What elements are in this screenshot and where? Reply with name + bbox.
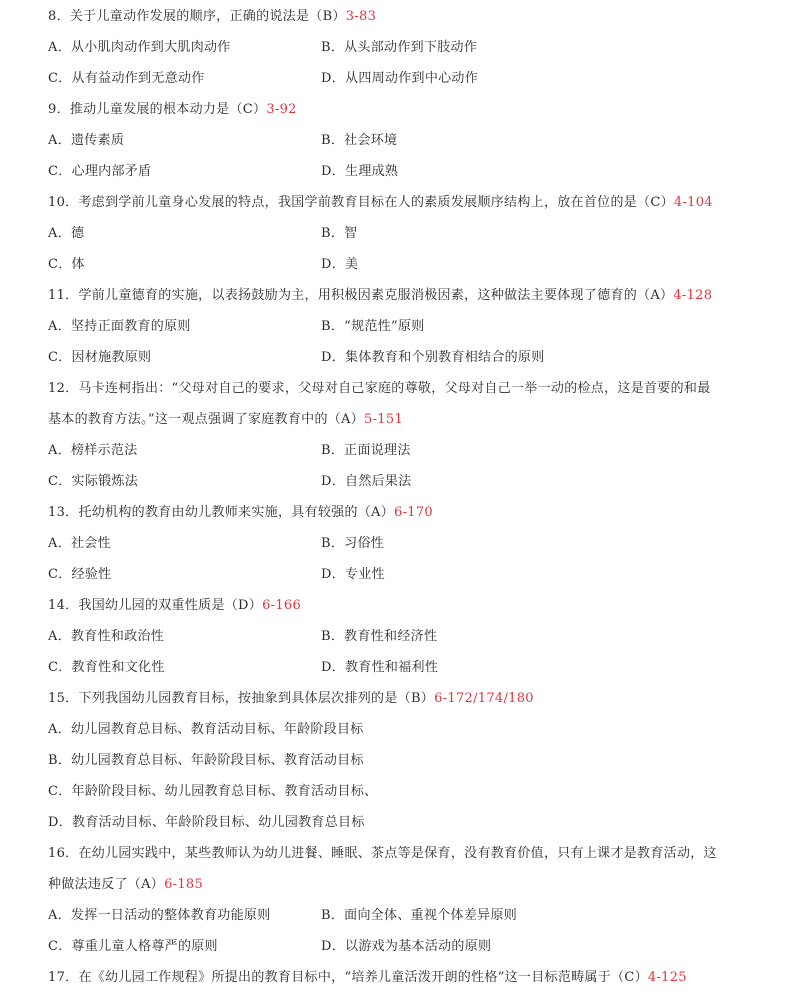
page-reference: 6-185: [164, 877, 204, 892]
page-reference: 4-104: [673, 195, 713, 210]
question-text: 种做法违反了（A）: [48, 877, 165, 892]
question-12-stem-line-2: [48, 411, 403, 429]
question-9-option-a: A．遗传素质: [48, 133, 125, 148]
question-10-option-c: C．体: [48, 257, 85, 272]
question-10-option-a: A．德: [48, 226, 85, 241]
question-13-stem: [48, 504, 433, 522]
question-16-stem-line-2: [48, 876, 203, 894]
question-14-stem: [48, 597, 301, 615]
question-14-option-d: D．教育性和福利性: [321, 660, 439, 675]
question-text: 9．推动儿童发展的根本动力是（C）: [48, 102, 267, 117]
question-12-stem-line-1: 12．马卡连柯指出：“父母对自己的要求，父母对自己家庭的尊敬，父母对自己一举一动的检点，这是首要的和最: [48, 381, 711, 396]
page-reference: 6-172/174/180: [434, 691, 534, 706]
question-10-stem: [48, 194, 713, 212]
page-reference: 6-170: [394, 505, 434, 520]
question-text: 17．在《幼儿园工作规程》所提出的教育目标中，“培养儿童活泼开朗的性格”这一目标范畴属于（C）: [48, 970, 648, 985]
question-12-option-c: C．实际锻炼法: [48, 474, 139, 489]
question-14-option-b: B．教育性和经济性: [321, 629, 438, 644]
question-16-option-d: D．以游戏为基本活动的原则: [321, 939, 492, 954]
question-text: 13．托幼机构的教育由幼儿教师来实施，具有较强的（A）: [48, 505, 395, 520]
question-8-option-a: A．从小肌肉动作到大肌肉动作: [48, 40, 231, 55]
question-9-option-b: B．社会环境: [321, 133, 398, 148]
question-8-option-c: C．从有益动作到无意动作: [48, 71, 205, 86]
question-9-option-d: D．生理成熟: [321, 164, 399, 179]
question-15-option-b: B．幼儿园教育总目标、年龄阶段目标、教育活动目标: [48, 753, 364, 768]
question-9-stem: [48, 101, 297, 119]
question-12-option-b: B．正面说理法: [321, 443, 411, 458]
question-16-stem-line-1: 16．在幼儿园实践中，某些教师认为幼儿进餐、睡眠、茶点等是保育，没有教育价值，只有上课才是教育活动，这: [48, 846, 717, 861]
question-10-option-b: B．智: [321, 226, 358, 241]
page-reference: 3-92: [266, 102, 297, 117]
question-16-option-a: A．发挥一日活动的整体教育功能原则: [48, 908, 271, 923]
question-11-option-c: C．因材施教原则: [48, 350, 152, 365]
question-11-option-b: B．“规范性”原则: [321, 319, 425, 334]
question-9-option-c: C．心理内部矛盾: [48, 164, 152, 179]
question-11-stem: [48, 287, 712, 305]
question-text: 10．考虑到学前儿童身心发展的特点，我国学前教育目标在人的素质发展顺序结构上，放在首位的是（C）: [48, 195, 674, 210]
page-reference: 6-166: [262, 598, 302, 613]
question-15-option-a: A．幼儿园教育总目标、教育活动目标、年龄阶段目标: [48, 722, 364, 737]
page-reference: 4-125: [647, 970, 687, 985]
question-15-option-d: D．教育活动目标、年龄阶段目标、幼儿园教育总目标: [48, 815, 365, 830]
question-12-option-a: A．榜样示范法: [48, 443, 138, 458]
question-15-stem: [48, 690, 534, 708]
page-reference: 5-151: [364, 412, 404, 427]
page-reference: 3-83: [345, 9, 377, 24]
question-13-option-c: C．经验性: [48, 567, 112, 582]
question-14-option-a: A．教育性和政治性: [48, 629, 165, 644]
question-10-option-d: D．美: [321, 257, 359, 272]
question-8-option-b: B．从头部动作到下肢动作: [321, 40, 478, 55]
question-16-option-b: B．面向全体、重视个体差异原则: [321, 908, 518, 923]
question-8-stem: [48, 8, 376, 26]
question-text: 15．下列我国幼儿园教育目标，按抽象到具体层次排列的是（B）: [48, 691, 435, 706]
page-reference: 4-128: [673, 288, 713, 303]
question-13-option-a: A．社会性: [48, 536, 111, 551]
question-11-option-d: D．集体教育和个别教育相结合的原则: [321, 350, 545, 365]
question-15-option-c: C．年龄阶段目标、幼儿园教育总目标、教育活动目标、: [48, 784, 378, 799]
question-11-option-a: A．坚持正面教育的原则: [48, 319, 191, 334]
question-text: 11．学前儿童德育的实施，以表扬鼓励为主，用积极因素克服消极因素，这种做法主要体现了德育的（A）: [48, 288, 674, 303]
question-13-option-b: B．习俗性: [321, 536, 385, 551]
question-14-option-c: C．教育性和文化性: [48, 660, 165, 675]
question-13-option-d: D．专业性: [321, 567, 385, 582]
question-text: 14．我国幼儿园的双重性质是（D）: [48, 598, 263, 613]
question-16-option-c: C．尊重儿童人格尊严的原则: [48, 939, 218, 954]
question-text: 基本的教育方法。”这一观点强调了家庭教育中的（A）: [48, 412, 365, 427]
question-text: 8．关于儿童动作发展的顺序，正确的说法是（B）: [48, 9, 346, 24]
question-17-stem: [48, 969, 687, 987]
question-12-option-d: D．自然后果法: [321, 474, 412, 489]
question-8-option-d: D．从四周动作到中心动作: [321, 71, 479, 86]
